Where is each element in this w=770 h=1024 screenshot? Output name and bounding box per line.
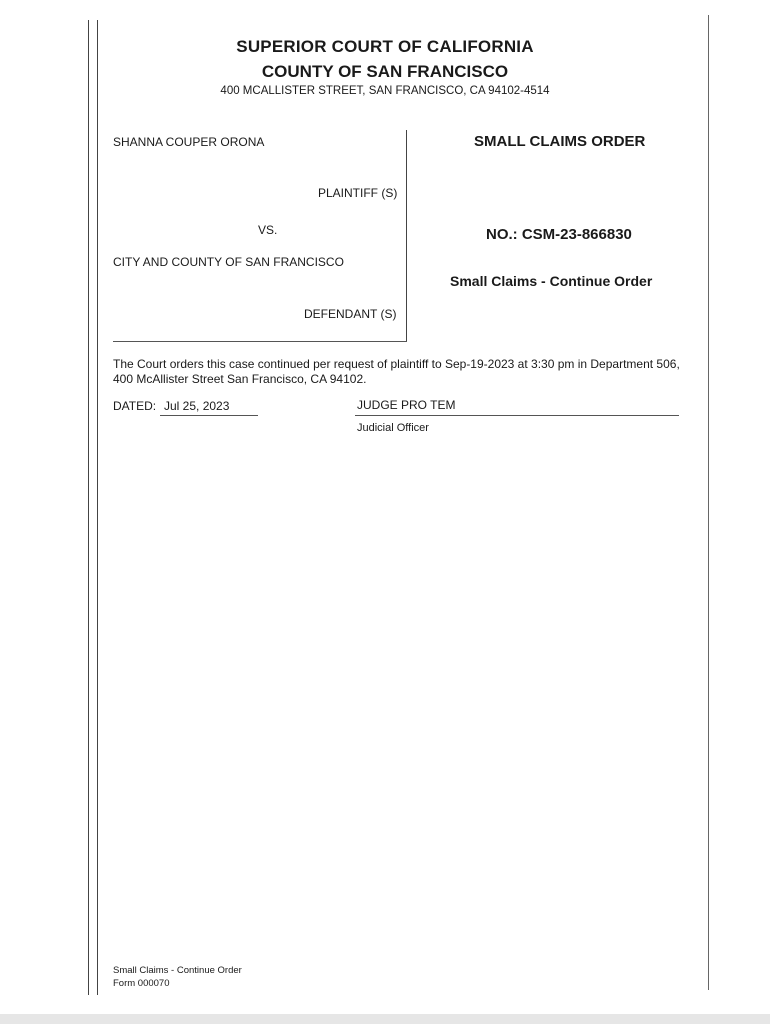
plaintiff-label: PLAINTIFF (S) [318, 186, 398, 200]
county-name: COUNTY OF SAN FRANCISCO [261, 62, 509, 81]
dated-underline [160, 415, 258, 416]
signature-line [355, 415, 679, 416]
form-title: Small Claims - Continue Order [113, 965, 242, 976]
right-margin-line [708, 15, 709, 990]
defendant-label: DEFENDANT (S) [304, 307, 397, 321]
left-margin-line-outer [88, 20, 89, 995]
judge-title: JUDGE PRO TEM [357, 398, 456, 412]
court-address: 400 MCALLISTER STREET, SAN FRANCISCO, CA 94102-4514 [220, 85, 550, 97]
judicial-officer-label: Judicial Officer [357, 422, 429, 434]
caption-bottom-line [113, 341, 407, 342]
defendant-name: CITY AND COUNTY OF SAN FRANCISCO [113, 255, 344, 269]
order-subtitle: Small Claims - Continue Order [450, 273, 653, 289]
dated-value: Jul 25, 2023 [164, 399, 230, 413]
scan-bottom-edge [0, 1014, 770, 1024]
versus-label: VS. [258, 223, 278, 237]
caption-divider [406, 130, 407, 342]
form-number: Form 000070 [113, 978, 170, 989]
case-number: NO.: CSM-23-866830 [486, 226, 632, 243]
order-title: SMALL CLAIMS ORDER [474, 133, 646, 150]
order-body-text: The Court orders this case continued per request of plaintiff to Sep-19-2023 at 3:30 pm in Department 506, 400 McAllister Street San Francisco, CA 94102. [113, 357, 680, 386]
left-margin-line-inner [97, 20, 98, 995]
plaintiff-name: SHANNA COUPER ORONA [113, 135, 265, 149]
dated-label: DATED: [113, 399, 157, 413]
court-name: SUPERIOR COURT OF CALIFORNIA [236, 37, 534, 56]
